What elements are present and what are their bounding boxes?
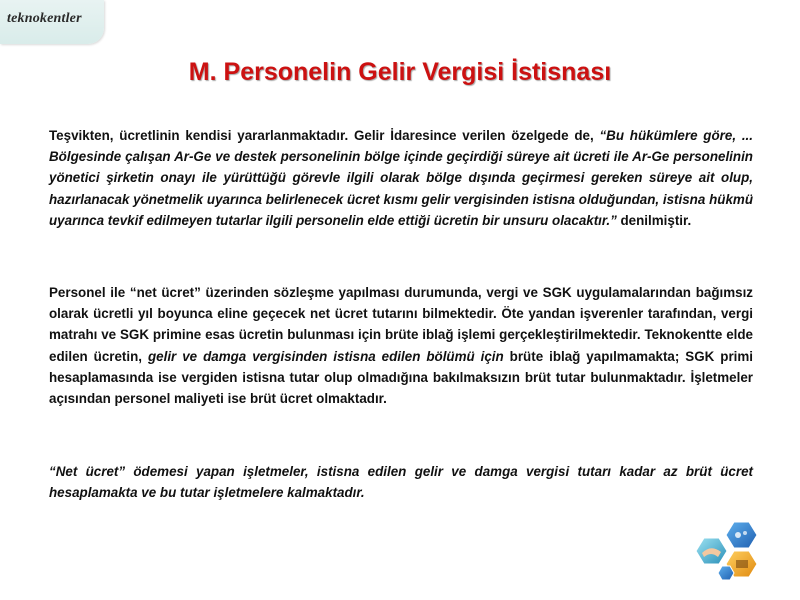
p2-italic: gelir ve damga vergisinden istisna edilen bölümü için	[147, 348, 504, 364]
p3-italic: “Net ücret” ödemesi yapan işletmeler, istisna edilen gelir ve damga vergisi tutarı kadar az brüt ücret hesaplamakta ve bu tutar işletmelere kalmaktadır.	[49, 464, 753, 501]
logo-text: teknokentler	[7, 11, 82, 26]
paragraph-1	[49, 125, 753, 231]
p1-text-a: Teşvikten, ücretlinin kendisi yararlanmaktadır. Gelir İdaresince verilen özelgede de,	[49, 128, 600, 143]
p1-text-c: denilmiştir.	[616, 212, 692, 228]
business-collage-hexagon-icon	[694, 520, 764, 590]
p1-quote: “Bu hükümlere göre, ... Bölgesinde çalışan Ar-Ge ve destek personelinin bölge içinde geçirdiği süreye ait ücreti ile Ar-Ge personelinin yönetici şirketin onayı ile yürüttüğü görevle ilgili olarak bölge dışında geçirmesi gereken süreye ait olup, hazırlanacak yönetmelik uyarınca belirlenecek ücret kısmı gelir vergisinden istisna olduğundan, istisna hükmü uyarınca tevkif edilmeyen tutarlar ilgili personelin elde ettiği ücretin bir unsuru olacaktır.”	[49, 128, 753, 228]
page-title: M. Personelin Gelir Vergisi İstisnası	[188, 58, 612, 86]
paragraph-2	[49, 282, 753, 409]
logo-tab	[0, 0, 104, 44]
p2-text-a: Personel ile “net ücret” üzerinden sözleşme yapılması durumunda, vergi ve SGK uygulamalarından bağımsız olarak ücretli yıl boyunca eline geçecek net ücret tutarını bilmektedir. Öte yandan işverenler tarafından, vergi matrahı ve SGK primine esas ücretin bulunması için brüte iblağ işlemi gerçekleştirilmektedir. Teknokentte elde edilen ücretin,	[49, 285, 753, 364]
paragraph-3	[49, 461, 753, 503]
p2-text-c: brüte iblağ yapılmamakta; SGK primi hesaplamasında ise vergiden istisna tutar olup olmadığına bakılmaksızın brüt tutar bulunmaktadır. İşletmeler açısından personel maliyeti ise brüt ücret olmaktadır.	[49, 348, 754, 407]
